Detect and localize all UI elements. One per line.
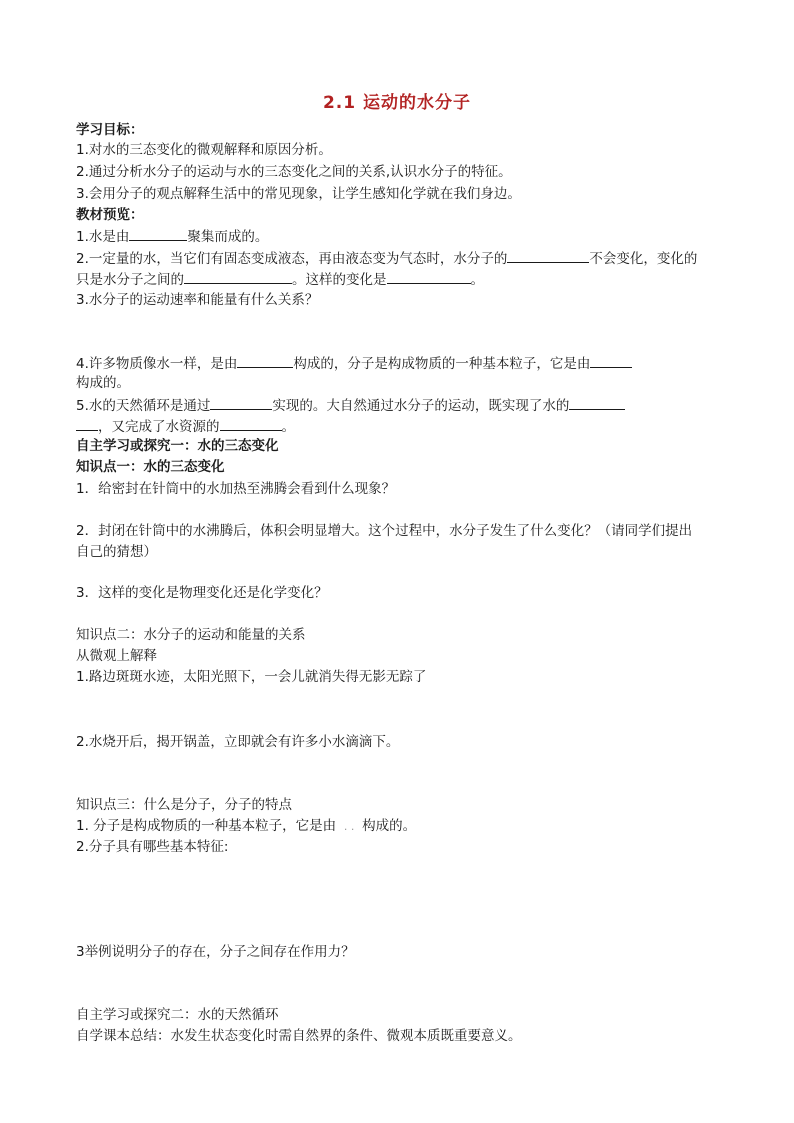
q4-text-a: 4.许多物质像水一样，是由 — [76, 356, 238, 372]
q1-blank[interactable] — [129, 227, 187, 241]
goal-item-2: 2.通过分析水分子的运动与水的三态变化之间的关系,认识水分子的特征。 — [76, 164, 512, 180]
explore-2-heading: 自主学习或探究二：水的天然循环 — [76, 1007, 279, 1023]
point-1-question-1: 1．给密封在针筒中的水加热至沸腾会看到什么现象？ — [76, 481, 396, 497]
preview-heading: 教材预览： — [76, 207, 144, 223]
page-title: 2.1 运动的水分子 — [322, 93, 472, 113]
q2-text-b: 不会变化，变化的 — [589, 251, 698, 267]
q5-text-b: 实现的。大自然通过水分子的运动，既实现了水的 — [272, 398, 570, 414]
explore-1-heading: 自主学习或探究一：水的三态变化 — [76, 438, 279, 454]
micro-question-1: 1.路边斑斑水迹，太阳光照下，一会儿就消失得无影无踪了 — [76, 669, 427, 685]
point-1-question-2-line-2: 自己的猜想） — [76, 544, 157, 560]
q2-blank-2[interactable] — [184, 270, 292, 284]
q5-text-a: 5.水的天然循环是通过 — [76, 398, 211, 414]
q2-text-a: 2.一定量的水，当它们有固态变成液态，再由液态变为气态时，水分子的 — [76, 251, 508, 267]
preview-question-2-line-1 — [76, 249, 697, 268]
micro-explain-label: 从微观上解释 — [76, 648, 157, 664]
q1-text-b: 聚集而成的。 — [187, 229, 269, 245]
preview-question-2-line-2 — [76, 270, 484, 289]
knowledge-point-2: 知识点二：水分子的运动和能量的关系 — [76, 627, 306, 643]
q2-blank-1[interactable] — [507, 249, 589, 263]
knowledge-point-3: 知识点三：什么是分子，分子的特点 — [76, 797, 292, 813]
q5-text-d: 。 — [281, 419, 295, 435]
goal-item-3: 3.会用分子的观点解释生活中的常见现象，让学生感知化学就在我们身边。 — [76, 186, 521, 202]
preview-question-5-line-2 — [76, 417, 295, 436]
q2-text-e: 。 — [470, 272, 484, 288]
q4-blank-1[interactable] — [237, 354, 293, 368]
knowledge-point-1: 知识点一：水的三态变化 — [76, 459, 225, 475]
p1-text-b: 构成的。 — [362, 818, 417, 834]
q5-blank-2[interactable] — [569, 396, 625, 410]
point-3-question-1 — [76, 817, 416, 836]
q1-text-a: 1.水是由 — [76, 229, 130, 245]
q5-blank-1[interactable] — [210, 396, 272, 410]
point-3-question-2: 2.分子具有哪些基本特征: — [76, 839, 229, 855]
preview-question-4-line-1 — [76, 354, 632, 373]
q4-blank-2[interactable] — [590, 354, 632, 368]
q5-blank-3[interactable] — [220, 417, 282, 431]
self-study-summary: 自学课本总结：水发生状态变化时需自然界的条件、微观本质既重要意义。 — [76, 1028, 522, 1044]
point-1-question-3: 3．这样的变化是物理变化还是化学变化？ — [76, 585, 328, 601]
q5-blank-2-cont[interactable] — [76, 417, 98, 431]
goal-item-1: 1.对水的三态变化的微观解释和原因分析。 — [76, 142, 332, 158]
preview-question-3: 3.水分子的运动速率和能量有什么关系？ — [76, 292, 319, 308]
preview-question-5-line-1 — [76, 396, 625, 415]
q2-blank-3[interactable] — [387, 270, 471, 284]
preview-question-4-line-2: 构成的。 — [76, 375, 130, 391]
q4-text-b: 构成的，分子是构成物质的一种基本粒子，它是由 — [293, 356, 591, 372]
point-3-question-3: 3举例说明分子的存在，分子之间存在作用力？ — [76, 944, 355, 960]
micro-question-2: 2.水烧开后，揭开锅盖，立即就会有许多小水滴滴下。 — [76, 734, 400, 750]
p1-blank-dots[interactable]: . . — [343, 820, 355, 833]
preview-question-1 — [76, 227, 268, 246]
q5-text-c: ，又完成了水资源的 — [98, 419, 220, 435]
point-1-question-2-line-1: 2．封闭在针筒中的水沸腾后，体积会明显增大。这个过程中，水分子发生了什么变化？（请同学们提出 — [76, 523, 693, 539]
q2-text-d: 。这样的变化是 — [292, 272, 387, 288]
goals-heading: 学习目标： — [76, 122, 144, 138]
p1-text-a: 1. 分子是构成物质的一种基本粒子，它是由 — [76, 818, 337, 834]
q2-text-c: 只是水分子之间的 — [76, 272, 184, 288]
